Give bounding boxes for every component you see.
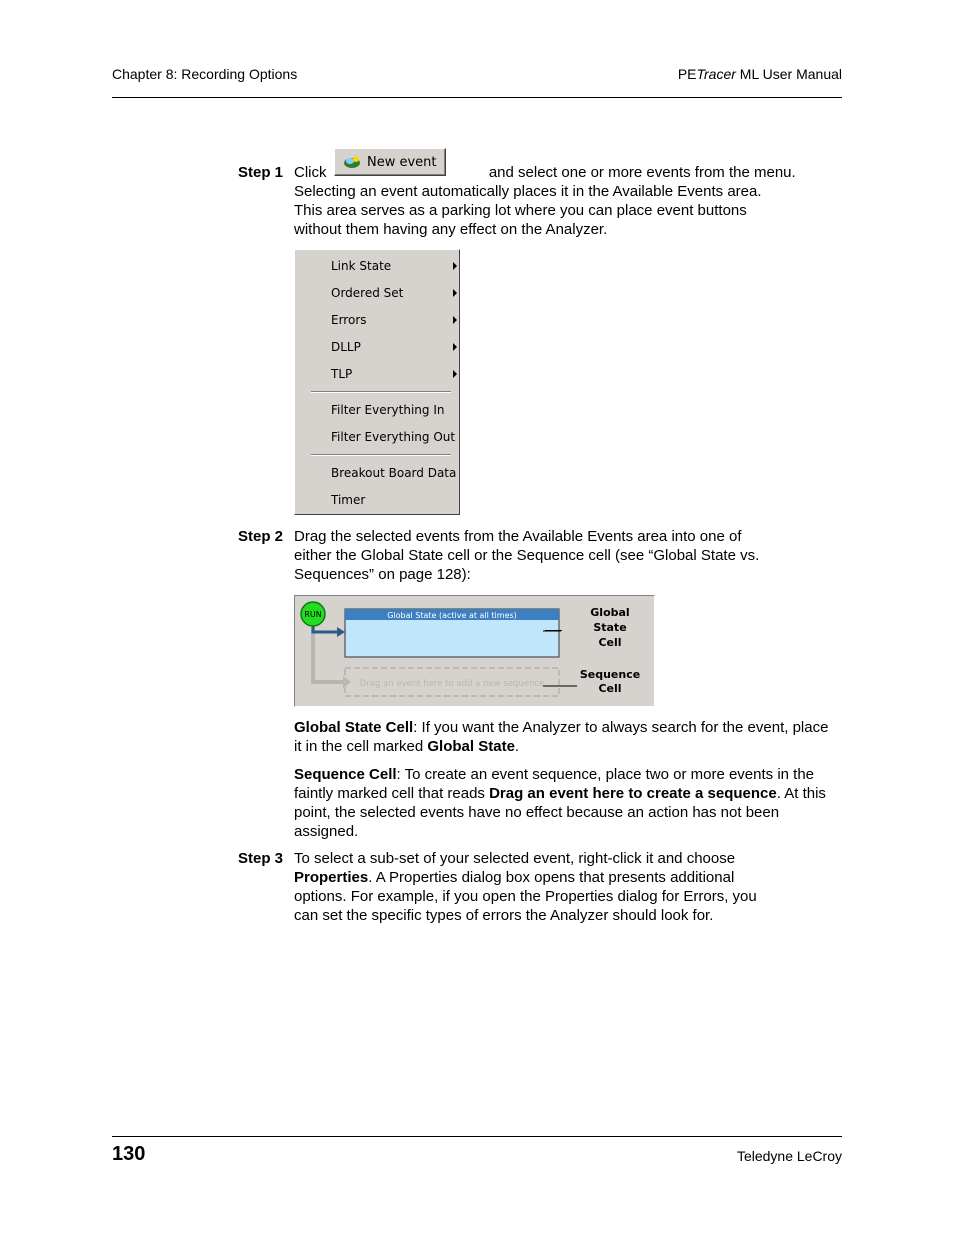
menu-separator xyxy=(311,454,451,456)
global-state-title: Global State (active at all times) xyxy=(387,611,517,620)
global-state-bold: Global State xyxy=(427,738,515,755)
submenu-arrow-icon xyxy=(453,343,457,351)
global-connector xyxy=(313,626,339,632)
sequence-para-line-4: assigned. xyxy=(294,823,359,840)
global-callout-connector xyxy=(545,630,562,631)
diagram-svg xyxy=(295,596,654,706)
menu-item-ordered-set[interactable] xyxy=(331,283,455,303)
menu-item-errors[interactable] xyxy=(331,310,455,330)
step-3-text-2: . A Properties dialog box opens that presents additional xyxy=(368,869,735,886)
header-rule xyxy=(112,97,842,98)
sequence-para-line-3: point, the selected events have no effect because an action has not been xyxy=(294,804,780,821)
global-state-term: Global State Cell xyxy=(294,719,414,736)
step-3-label: Step 3 xyxy=(238,850,284,867)
sequence-drop-placeholder: Drag an event here to add a new sequence xyxy=(359,679,545,689)
sequence-term: Sequence Cell xyxy=(294,766,397,783)
sequence-para-line-2 xyxy=(294,784,826,803)
submenu-arrow-icon xyxy=(453,370,457,378)
running-header-chapter: Chapter 8: Recording Options xyxy=(112,66,298,82)
step-3-line-4: can set the specific types of errors the Analyzer should look for. xyxy=(294,907,714,924)
global-state-para-line-1 xyxy=(294,718,828,737)
submenu-arrow-icon xyxy=(453,262,457,270)
global-state-sequence-diagram xyxy=(294,595,655,707)
step-1-after-button: and select one or more events from the menu. xyxy=(484,164,796,181)
step-2-line-3: Sequences” on page 128): xyxy=(294,566,471,583)
menu-item-dllp[interactable] xyxy=(331,337,455,357)
global-state-text-3: . xyxy=(514,738,520,755)
sequence-text-2: faintly marked cell that reads xyxy=(294,785,490,802)
manual-title-italic: Tracer xyxy=(696,66,736,82)
global-callout-line-2: State xyxy=(593,621,627,634)
global-callout-line-1: Global xyxy=(590,606,630,619)
menu-item-label: Link State xyxy=(331,259,392,273)
step-1-label: Step 1 xyxy=(238,164,284,181)
new-event-icon xyxy=(343,155,361,169)
submenu-arrow-icon xyxy=(453,289,457,297)
menu-item-filter-everything-out[interactable]: Filter Everything Out xyxy=(331,430,456,444)
step-1-click-text: Click xyxy=(294,164,327,181)
sequence-text-3: . At this xyxy=(776,785,826,802)
footer-rule xyxy=(112,1136,842,1137)
menu-item-label: Ordered Set xyxy=(331,286,404,300)
step-3-line-1: To select a sub-set of your selected event, right-click it and choose xyxy=(294,850,736,867)
sequence-callout-line-1: Sequence xyxy=(579,668,641,681)
step-3-bold: Properties xyxy=(294,869,369,886)
menu-item-filter-everything-in[interactable]: Filter Everything In xyxy=(331,403,445,417)
footer-company: Teledyne LeCroy xyxy=(736,1148,842,1164)
step-1-line-4: without them having any effect on the Analyzer. xyxy=(294,221,608,238)
menu-item-label: DLLP xyxy=(331,340,361,354)
run-label: RUN xyxy=(304,610,322,619)
step-3-line-3: options. For example, if you open the Properties dialog for Errors, you xyxy=(294,888,757,905)
menu-item-link-state[interactable] xyxy=(331,256,455,276)
sequence-para-line-1 xyxy=(294,765,814,784)
step-2-line-2: either the Global State cell or the Sequence cell (see “Global State vs. xyxy=(294,547,760,564)
menu-item-tlp[interactable] xyxy=(331,364,455,384)
menu-separator xyxy=(311,391,451,393)
sequence-bold: Drag an event here to create a sequence xyxy=(489,785,777,802)
global-state-para-line-2 xyxy=(294,737,519,756)
sequence-text-1: : To create an event sequence, place two or more events in the xyxy=(396,766,815,783)
new-event-button-label: New event xyxy=(367,154,437,170)
manual-title-prefix: PE xyxy=(677,66,697,82)
step-1-line-2: Selecting an event automatically places it in the Available Events area. xyxy=(294,183,762,200)
submenu-arrow-icon xyxy=(453,316,457,324)
menu-item-label: Errors xyxy=(331,313,367,327)
running-header-manual xyxy=(678,66,842,82)
step-1-line-3: This area serves as a parking lot where you can place event buttons xyxy=(294,202,747,219)
step-2-line-1: Drag the selected events from the Available Events area into one of xyxy=(294,528,742,545)
page-number: 130 xyxy=(112,1143,146,1165)
menu-item-timer[interactable]: Timer xyxy=(331,493,366,507)
menu-item-label: TLP xyxy=(331,367,353,381)
step-3-line-2 xyxy=(294,868,734,887)
global-callout-line-3: Cell xyxy=(598,636,622,649)
sequence-callout-line-2: Cell xyxy=(598,682,622,695)
sequence-connector xyxy=(313,628,343,682)
new-event-button[interactable] xyxy=(334,148,446,176)
manual-title-suffix: ML User Manual xyxy=(735,66,842,82)
new-event-menu xyxy=(294,249,460,515)
global-connector-arrow-icon xyxy=(337,627,345,637)
menu-item-breakout-board-data[interactable]: Breakout Board Data xyxy=(331,466,457,480)
global-state-text-2: it in the cell marked xyxy=(294,738,428,755)
step-2-label: Step 2 xyxy=(238,528,284,545)
global-state-text-1: : If you want the Analyzer to always search for the event, place xyxy=(413,719,829,736)
